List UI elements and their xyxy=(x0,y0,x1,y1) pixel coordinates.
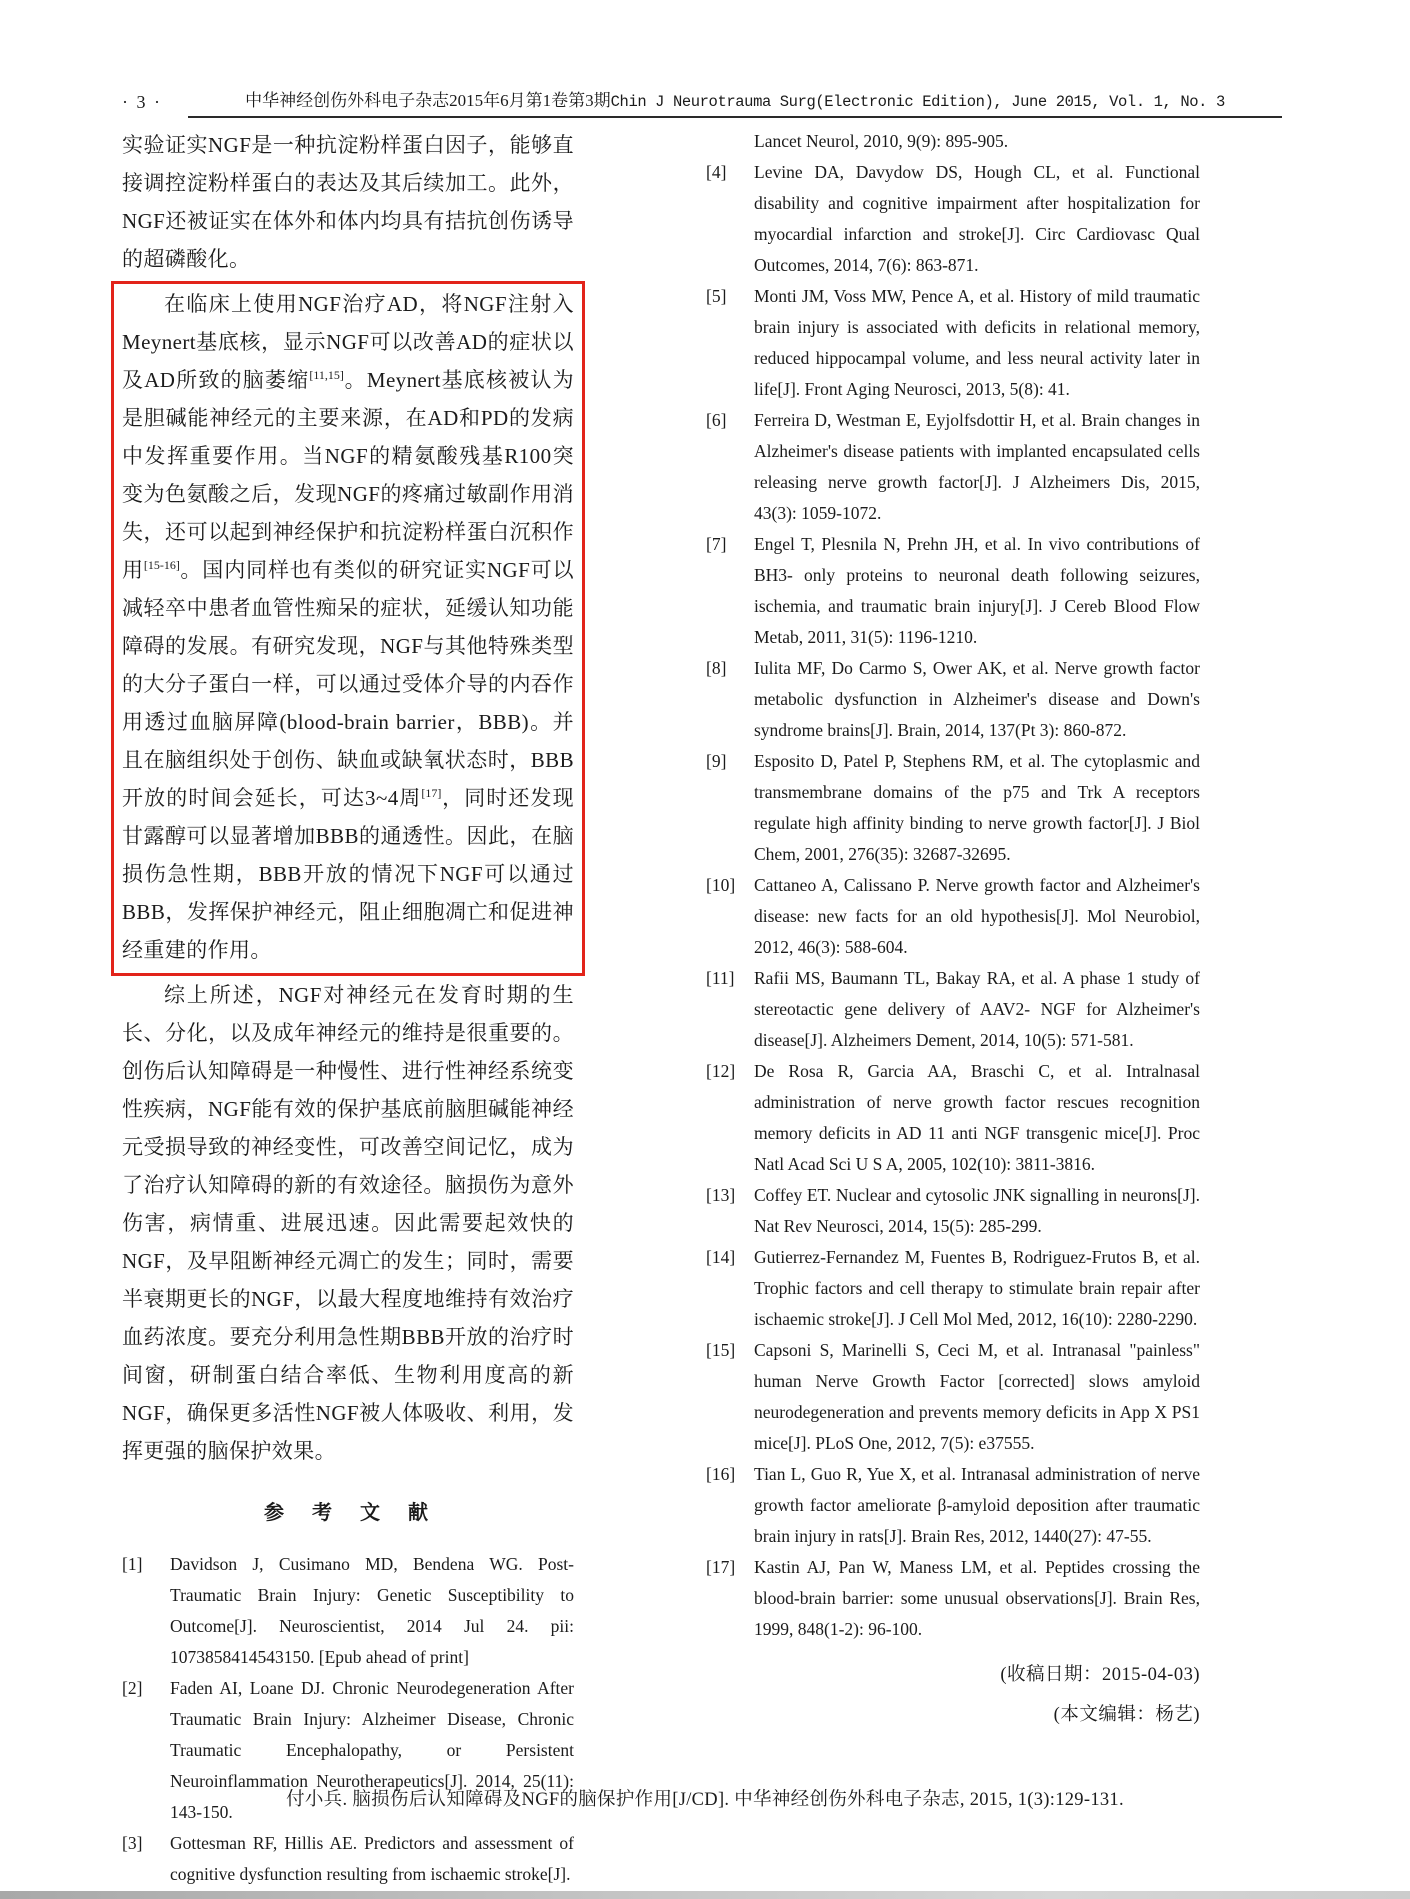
reference-text: De Rosa R, Garcia AA, Braschi C, et al. Intralnasal administration of nerve growth factor rescues recognition memory deficits in AD 11 anti NGF transgenic mice[J]. Proc Natl Acad Sci U S A, 2005, 102(10): 3811-3816. xyxy=(754,1061,1200,1174)
reference-text: Coffey ET. Nuclear and cytosolic JNK signalling in neurons[J]. Nat Rev Neurosci, 2014, 15(5): 285-299. xyxy=(754,1185,1200,1236)
summary-paragraph: 综上所述，NGF对神经元在发育时期的生长、分化，以及成年神经元的维持是很重要的。创伤后认知障碍是一种慢性、进行性神经系统变性疾病，NGF能有效的保护基底前脑胆碱能神经元受损导致的神经变性，可改善空间记忆，成为了治疗认知障碍的新的有效途径。脑损伤为意外伤害，病情重、进展迅速。因此需要起效快的NGF，及早阻断神经元凋亡的发生；同时，需要半衰期更长的NGF，以最大程度地维持有效治疗血药浓度。要充分利用急性期BBB开放的治疗时间窗，研制蛋白结合率低、生物利用度高的新NGF，确保更多活性NGF被人体吸收、利用，发挥更强的脑保护效果。 xyxy=(122,983,574,1463)
reference-number: [5] xyxy=(706,286,727,306)
page-number: · 3 · xyxy=(122,92,162,112)
reference-text: Faden AI, Loane DJ. Chronic Neurodegeneration After Traumatic Brain Injury: Alzheimer Disease, Chronic Traumatic Encephalopathy, or Persistent Neuroinflammation Neurotherapeutics[J]. 2014, 25(11): 143-150. xyxy=(170,1678,574,1822)
reference-item xyxy=(706,405,1200,529)
reference-text: Rafii MS, Baumann TL, Bakay RA, et al. A phase 1 study of stereotactic gene delivery of AAV2- NGF for Alzheimer's disease[J]. Alzheimers Dement, 2014, 10(5): 571-581. xyxy=(754,968,1200,1050)
reference-item xyxy=(122,1549,574,1673)
reference-3-continuation: Lancet Neurol, 2010, 9(9): 895-905. xyxy=(754,131,1009,151)
reference-item xyxy=(706,963,1200,1056)
reference-number: [14] xyxy=(706,1247,736,1267)
reference-text: Ferreira D, Westman E, Eyjolfsdottir H, et al. Brain changes in Alzheimer's disease patients with implanted encapsulated cells releasing nerve growth factor[J]. J Alzheimers Dis, 2015, 43(3): 1059-1072. xyxy=(754,410,1200,523)
right-column xyxy=(706,126,1200,1890)
reference-text: Davidson J, Cusimano MD, Bendena WG. Post-Traumatic Brain Injury: Genetic Susceptibility to Outcome[J]. Neuroscientist, 2014 Jul 24. pii: 1073858414543150. [Epub ahead of print] xyxy=(170,1554,574,1667)
reference-text: Gottesman RF, Hillis AE. Predictors and assessment of cognitive dysfunction resulting from ischaemic stroke[J]. xyxy=(170,1833,574,1884)
references-list-left xyxy=(122,1549,574,1890)
highlight-box xyxy=(111,281,585,976)
reference-text: Cattaneo A, Calissano P. Nerve growth factor and Alzheimer's disease: new facts for an old hypothesis[J]. Mol Neurobiol, 2012, 46(3): 588-604. xyxy=(754,875,1200,957)
reference-item xyxy=(706,281,1200,405)
reference-number: [8] xyxy=(706,658,727,678)
page-header xyxy=(122,86,1282,118)
reference-item xyxy=(706,157,1200,281)
reference-number: [4] xyxy=(706,162,727,182)
reference-text: Tian L, Guo R, Yue X, et al. Intranasal administration of nerve growth factor ameliorate β-amyloid deposition after traumatic brain injury in rats[J]. Brain Res, 2012, 1440(27): 47-55. xyxy=(754,1464,1200,1546)
reference-item xyxy=(706,653,1200,746)
reference-number: [15] xyxy=(706,1340,736,1360)
reference-text: Levine DA, Davydow DS, Hough CL, et al. Functional disability and cognitive impairment after hospitalization for myocardial infarction and stroke[J]. Circ Cardiovasc Qual Outcomes, 2014, 7(6): 863-871. xyxy=(754,162,1200,275)
reference-text: Kastin AJ, Pan W, Maness LM, et al. Peptides crossing the blood-brain barrier: some unusual observations[J]. Brain Res, 1999, 848(1-2): 96-100. xyxy=(754,1557,1200,1639)
reference-text: Iulita MF, Do Carmo S, Ower AK, et al. Nerve growth factor metabolic dysfunction in Alzheimer's disease and Down's syndrome brains[J]. Brain, 2014, 137(Pt 3): 860-872. xyxy=(754,658,1200,740)
reference-number: [17] xyxy=(706,1557,736,1577)
left-column xyxy=(122,126,574,1890)
reference-text: Engel T, Plesnila N, Prehn JH, et al. In vivo contributions of BH3- only proteins to neuronal death following seizures, ischemia, and traumatic brain injury[J]. J Cereb Blood Flow Metab, 2011, 31(5): 1196-1210. xyxy=(754,534,1200,647)
reference-number: [6] xyxy=(706,410,727,430)
footer-citation: 付小兵. 脑损伤后认知障碍及NGF的脑保护作用[J/CD]. 中华神经创伤外科电子杂志, 2015, 1(3):129-131. xyxy=(286,1790,1124,1810)
page-bottom-edge xyxy=(0,1891,1410,1899)
received-date: (收稿日期：2015-04-03) xyxy=(1000,1665,1200,1685)
editor-line: (本文编辑：杨艺) xyxy=(1053,1705,1200,1725)
reference-item xyxy=(706,1459,1200,1552)
reference-item xyxy=(706,746,1200,870)
reference-number: [2] xyxy=(122,1678,143,1698)
reference-text: Capsoni S, Marinelli S, Ceci M, et al. Intranasal "painless" human Nerve Growth Factor [corrected] slows amyloid neurodegeneration and prevents memory deficits in App X PS1 mice[J]. PLoS One, 2012, 7(5): e37555. xyxy=(754,1340,1200,1453)
reference-number: [11] xyxy=(706,968,735,988)
journal-header-rule xyxy=(188,86,1282,118)
reference-item xyxy=(706,1180,1200,1242)
reference-number: [3] xyxy=(122,1833,143,1853)
intro-paragraph: 实验证实NGF是一种抗淀粉样蛋白因子，能够直接调控淀粉样蛋白的表达及其后续加工。此外，NGF还被证实在体外和体内均具有拮抗创伤诱导的超磷酸化。 xyxy=(122,133,574,271)
reference-text: Monti JM, Voss MW, Pence A, et al. History of mild traumatic brain injury is associated with deficits in relational memory, reduced hippocampal volume, and less neural activity later in life[J]. Front Aging Neurosci, 2013, 5(8): 41. xyxy=(754,286,1200,399)
reference-number: [7] xyxy=(706,534,727,554)
reference-item xyxy=(706,870,1200,963)
journal-title-cn: 中华神经创伤外科电子杂志2015年6月第1卷第3期 xyxy=(245,91,611,110)
reference-number: [12] xyxy=(706,1061,736,1081)
reference-number: [13] xyxy=(706,1185,736,1205)
references-heading: 参 考 文 献 xyxy=(264,1502,432,1524)
reference-text: Esposito D, Patel P, Stephens RM, et al. The cytoplasmic and transmembrane domains of the p75 and Trk A receptors regulate high affinity binding to nerve growth factor[J]. J Biol Chem, 2001, 276(35): 32687-32695. xyxy=(754,751,1200,864)
highlighted-paragraph: 在临床上使用NGF治疗AD，将NGF注射入Meynert基底核，显示NGF可以改善AD的症状以及AD所致的脑萎缩[11,15]。Meynert基底核被认为是胆碱能神经元的主要来源，在AD和PD的发病中发挥重要作用。当NGF的精氨酸残基R100突变为色氨酸之后，发现NGF的疼痛过敏副作用消失，还可以起到神经保护和抗淀粉样蛋白沉积作用[15-16]。国内同样也有类似的研究证实NGF可以减轻卒中患者血管性痴呆的症状，延缓认知功能障碍的发展。有研究发现，NGF与其他特殊类型的大分子蛋白一样，可以通过受体介导的内吞作用透过血脑屏障(blood-brain barrier，BBB)。并且在脑组织处于创伤、缺血或缺氧状态时，BBB开放的时间会延长，可达3~4周[17]，同时还发现甘露醇可以显著增加BBB的通透性。因此，在脑损伤急性期，BBB开放的情况下NGF可以通过BBB，发挥保护神经元，阻止细胞凋亡和促进神经重建的作用。 xyxy=(122,292,575,962)
reference-item xyxy=(122,1828,574,1890)
references-list-right xyxy=(706,157,1200,1645)
reference-number: [1] xyxy=(122,1554,143,1574)
reference-item xyxy=(706,1242,1200,1335)
reference-item xyxy=(706,529,1200,653)
reference-item xyxy=(706,1056,1200,1180)
reference-item xyxy=(706,1552,1200,1645)
reference-number: [9] xyxy=(706,751,727,771)
reference-number: [16] xyxy=(706,1464,736,1484)
reference-number: [10] xyxy=(706,875,736,895)
reference-item xyxy=(706,1335,1200,1459)
article-meta xyxy=(706,1655,1200,1735)
journal-title-en: Chin J Neurotrauma Surg(Electronic Edition), June 2015, Vol. 1, No. 3 xyxy=(610,93,1225,111)
reference-text: Gutierrez-Fernandez M, Fuentes B, Rodriguez-Frutos B, et al. Trophic factors and cell therapy to stimulate brain repair after ischaemic stroke[J]. J Cell Mol Med, 2012, 16(10): 2280-2290. xyxy=(754,1247,1200,1329)
two-column-content xyxy=(122,126,1204,1890)
